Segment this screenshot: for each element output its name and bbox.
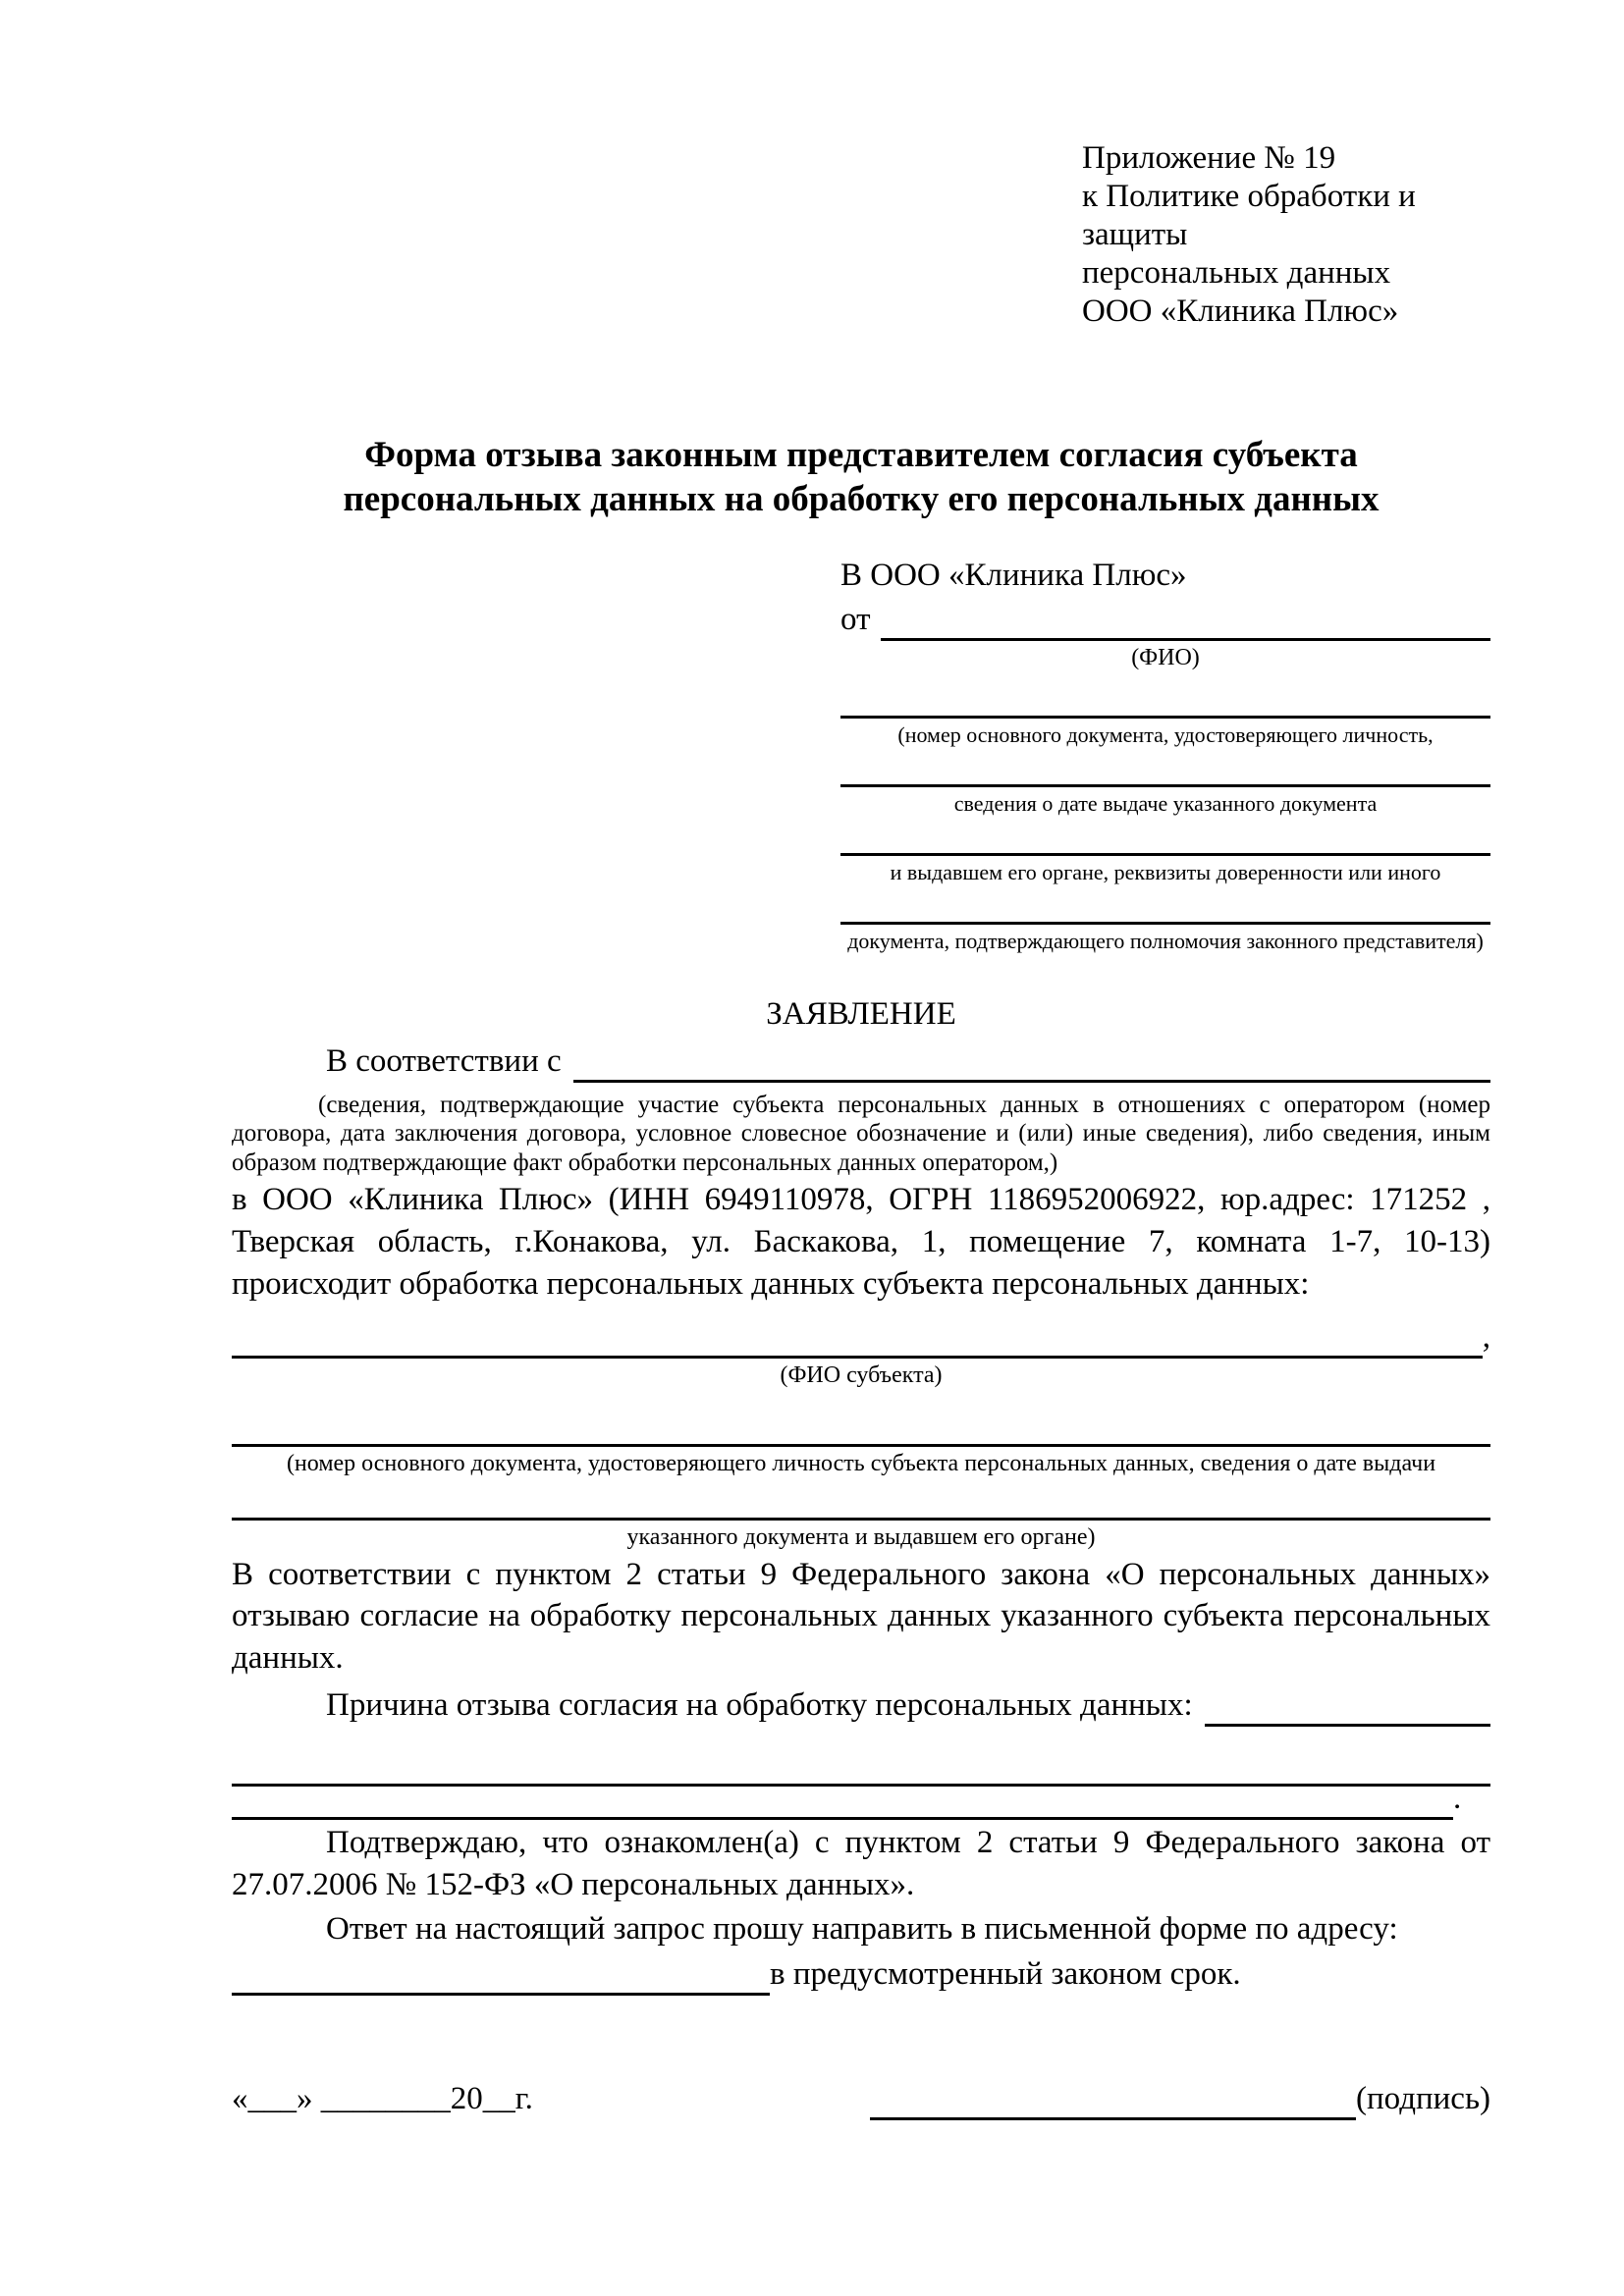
subject-doc-field-line-2 [232, 1488, 1490, 1521]
reason-blank-line-2 [232, 1817, 1453, 1820]
document-content [232, 0, 1490, 2120]
appendix-header-line-1: Приложение № 19 [1082, 140, 1336, 176]
reason-label: Причина отзыва согласия на обработку персональных данных: [326, 1687, 1193, 1724]
date-line: «___» ________20__г. [232, 2080, 533, 2116]
signature-field-line [870, 2080, 1356, 2120]
subject-doc-caption-1: (номер основного документа, удостоверяющего личность субъекта персональных данных, сведения о дате выдачи [286, 1451, 1436, 1477]
appendix-header-line-4: ООО «Клиника Плюс» [1082, 293, 1399, 329]
document-title-line-2: персональных данных на обработку его персональных данных [343, 478, 1380, 519]
intro-row [232, 1041, 1490, 1083]
address-field-line [232, 1993, 770, 1996]
representative-doc-caption-1: (номер основного документа, удостоверяющего личность, [897, 721, 1434, 747]
withdrawal-paragraph: В соответствии с пунктом 2 статьи 9 Федерального закона «О персональных данных» отзываю согласие на обработку персональных данных указанного субъекта персональных данных. [232, 1556, 1490, 1677]
confirm-paragraph: Подтверждаю, что ознакомлен(а) с пунктом 2 статьи 9 Федерального закона от 27.07.2006 № 152-ФЗ «О персональных данных». [232, 1825, 1490, 1903]
representative-doc-caption-3: и выдавшем его органе, реквизиты доверенности или иного [890, 860, 1441, 885]
fio-caption: (ФИО) [1131, 644, 1200, 670]
subject-fio-field-line [232, 1356, 1483, 1359]
statement-heading: ЗАЯВЛЕНИЕ [766, 995, 956, 1032]
document-title [232, 433, 1490, 521]
blank-line-period: . [1453, 1781, 1462, 1817]
addressee-organization: В ООО «Клиника Плюс» [840, 557, 1187, 593]
from-field-line [881, 638, 1491, 641]
representative-doc-field-line-3 [840, 816, 1490, 856]
intro-field-line [573, 1080, 1490, 1083]
representative-doc-field-line-2 [840, 747, 1490, 787]
representative-doc-caption-4: документа, подтверждающего полномочия законного представителя) [847, 929, 1484, 954]
reply-paragraph: Ответ на настоящий запрос прошу направить в письменной форме по адресу: [326, 1911, 1398, 1948]
reason-blank-row-2 [232, 1781, 1490, 1820]
from-row [840, 598, 1490, 641]
subject-doc-caption-2: указанного документа и выдавшем его органе) [626, 1523, 1096, 1550]
subject-fio-caption: (ФИО субъекта) [780, 1362, 943, 1388]
reason-blank-line-1 [232, 1727, 1490, 1787]
document-title-line-1: Форма отзыва законным представителем согласия субъекта [364, 434, 1358, 475]
from-label: от [840, 602, 871, 638]
signature-block [870, 2078, 1490, 2120]
appendix-header [1082, 139, 1490, 331]
representative-doc-field-line-4 [840, 884, 1490, 925]
reply-address-row [232, 1950, 1490, 1996]
footer-row [232, 2078, 1490, 2120]
reason-row [232, 1683, 1490, 1727]
signature-caption: (подпись) [1356, 2080, 1490, 2116]
operator-paragraph: в ООО «Клиника Плюс» (ИНН 6949110978, ОГРН 1186952006922, юр.адрес: 171252 , Тверская область, г.Конакова, ул. Баскакова, 1, помещение 7, комната 1-7, 10-13) происходит обработка персональных данных субъекта персональных данных: [232, 1182, 1490, 1302]
subject-line-comma: , [1482, 1318, 1490, 1355]
subject-fio-row [232, 1318, 1490, 1359]
representative-doc-caption-2: сведения о дате выдаче указанного документа [953, 790, 1378, 816]
representative-doc-field-line-1 [840, 678, 1490, 719]
appendix-header-line-3: персональных данных [1082, 254, 1391, 291]
appendix-header-line-2: к Политике обработки и защиты [1082, 178, 1416, 252]
fine-print-caption: (сведения, подтверждающие участие субъекта персональных данных в отношениях с оператором (номер договора, дата заключения договора, условное словесное обозначение и (или) иные сведения), либо сведения, иным образом подтверждающие факт обработки персональных данных оператором,) [232, 1091, 1490, 1176]
intro-prefix: В соответствии с [326, 1042, 562, 1079]
addressee-block [840, 555, 1490, 954]
reason-field-line [1205, 1724, 1490, 1727]
reply-suffix: в предусмотренный законом срок. [770, 1956, 1241, 1993]
subject-doc-field-line-1 [232, 1401, 1490, 1447]
